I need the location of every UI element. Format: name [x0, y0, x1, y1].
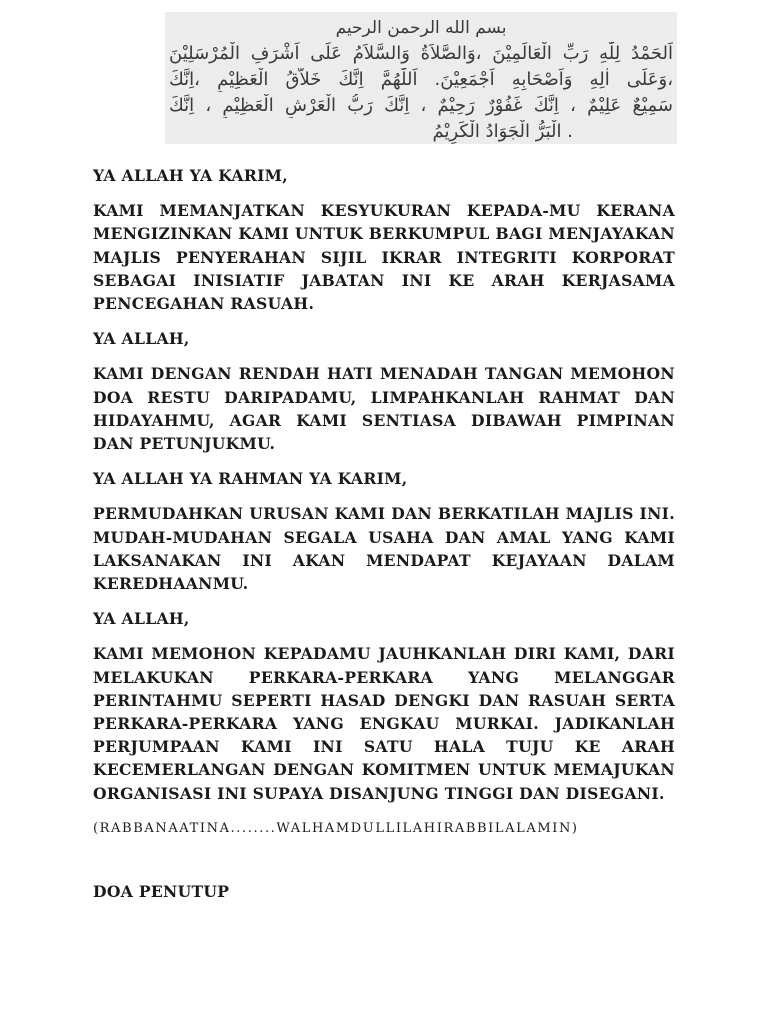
- invocation-heading: YA ALLAH YA KARIM,: [93, 166, 288, 185]
- prayer-body: [93, 164, 675, 915]
- invocation-heading: YA ALLAH,: [93, 329, 190, 349]
- arabic-prayer-line: سَمِيْعٌ عَلِيْمٌ ، اِنَّكَ غَفُوْرٌ رَحِيْمٌ ، اِنَّكَ رَبُّ الْعَرْشِ الْعَظِيْمِ ، اِنَّكَ: [169, 95, 673, 116]
- closing-line: (RABBANAATINA........WALHAMDULLILAHIRABBILALAMIN): [93, 820, 579, 836]
- arabic-prayer-line: . الْبَرُّ الْجَوَادُ الْكَرِيْمُ: [432, 121, 573, 142]
- prayer-paragraph: KAMI MEMOHON KEPADAMU JAUHKANLAH DIRI KAMI, DARI MELAKUKAN PERKARA-PERKARA YANG MELANGGAR PERINTAHMU SEPERTI HASAD DENGKI DAN RASUAH SERTA PERKARA-PERKARA YANG ENGKAU MURKAI. JADIKANLAH PERJUMPAAN KAMI INI SATU HALA TUJU KE ARAH KECEMERLANGAN DENGAN KOMITMEN UNTUK MEMAJUKAN ORGANISASI INI SUPAYA DISANJUNG TINGGI DAN DISEGANI.: [93, 644, 675, 803]
- arabic-opening-prayer: [165, 12, 677, 144]
- invocation-heading: YA ALLAH,: [93, 609, 190, 629]
- arabic-prayer-line: ،وَعَلَى اٰلِهِ وَاَصْحَابِهِ اَجْمَعِيْنَ. اَللّٰهُمَّ اِنَّكَ خَلاَّقُ الْعَظِيْمِ ،اِنَّكَ: [169, 69, 673, 90]
- prayer-paragraph: KAMI DENGAN RENDAH HATI MENADAH TANGAN MEMOHON DOA RESTU DARIPADAMU, LIMPAHKANLAH RAHMAT DAN HIDAYAHMU, AGAR KAMI SENTIASA DIBAWAH PIMPINAN DAN PETUNJUKMU.: [93, 364, 675, 454]
- prayer-paragraph: KAMI MEMANJATKAN KESYUKURAN KEPADA-MU KERANA MENGIZINKAN KAMI UNTUK BERKUMPUL BAGI MENJAYAKAN MAJLIS PENYERAHAN SIJIL IKRAR INTEGRITI KORPORAT SEBAGAI INISIATIF JABATAN INI KE ARAH KERJASAMA PENCEGAHAN RASUAH.: [93, 201, 675, 314]
- arabic-prayer-line: اَلحَمْدُ لِلّٰهِ رَبِّ الْعَالَمِيْنَ ،وَالصَّلاَةُ وَالسَّلاَمُ عَلَى اَشْرَفِ الْمُرْسَلِيْنَ: [169, 43, 673, 64]
- basmalah-line: بسم الله الرحمن الرحيم: [335, 18, 507, 38]
- invocation-heading: YA ALLAH YA RAHMAN YA KARIM,: [93, 469, 408, 489]
- prayer-paragraph: PERMUDAHKAN URUSAN KAMI DAN BERKATILAH MAJLIS INI. MUDAH-MUDAHAN SEGALA USAHA DAN AMAL YANG KAMI LAKSANAKAN INI AKAN MENDAPAT KEJAYAAN DALAM KEREDHAANMU.: [93, 504, 675, 594]
- closing-prayer-heading: DOA PENUTUP: [93, 882, 230, 902]
